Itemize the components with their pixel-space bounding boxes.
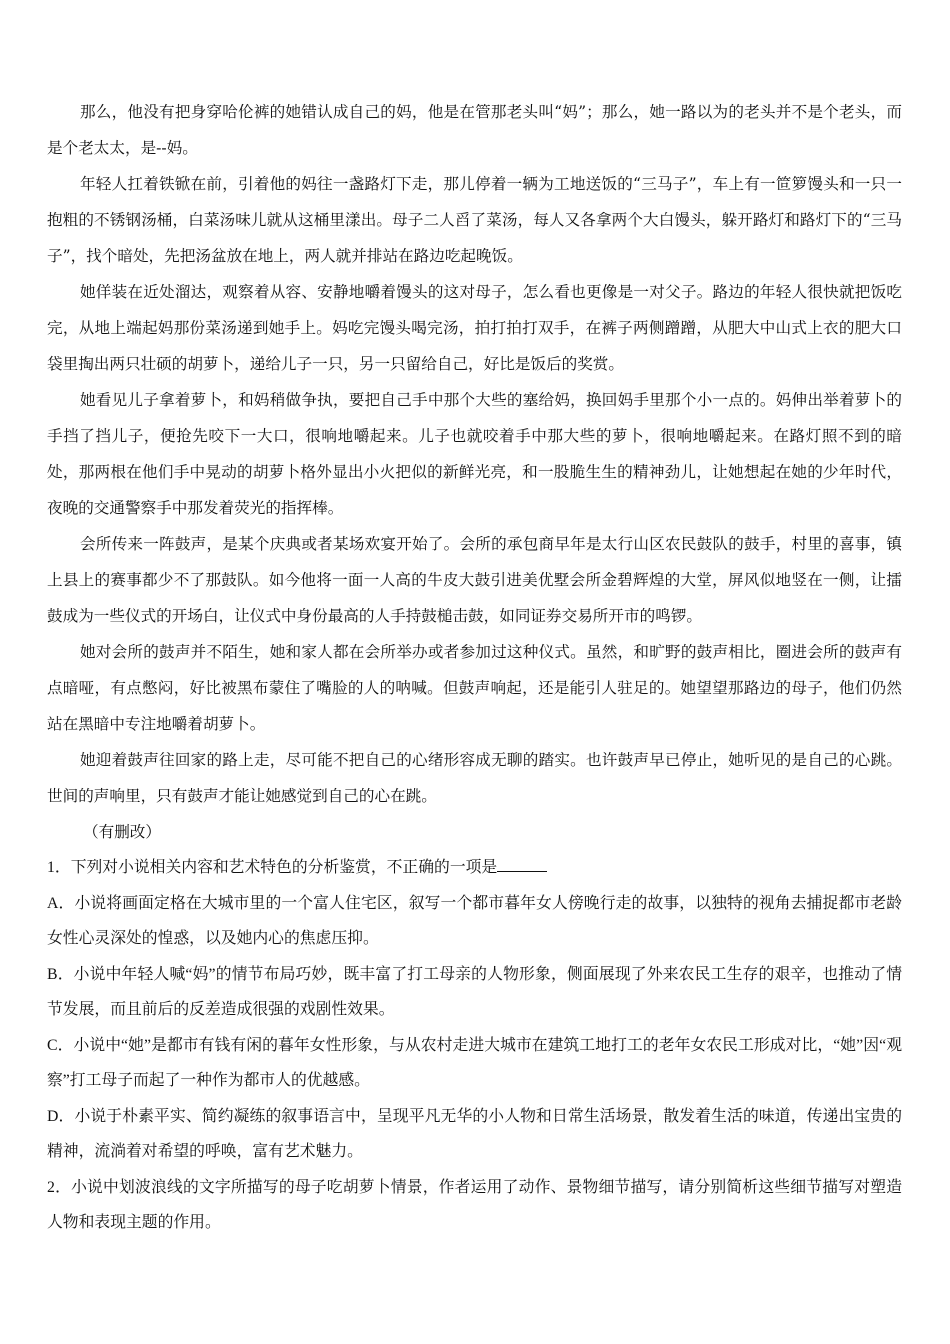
option-b: B．小说中年轻人喊“妈”的情节布局巧妙，既丰富了打工母亲的人物形象，侧面展现了外来农民工生存的艰辛，也推动了情节发展，而且前后的反差造成很强的戏剧性效果。 (47, 965, 902, 1018)
option-c: C．小说中“她”是都市有钱有闲的暮年女性形象，与从农村走进大城市在建筑工地打工的老年女农民工形成对比，“她”因“观察”打工母子而起了一种作为都市人的优越感。 (47, 1036, 902, 1089)
option-d: D．小说于朴素平实、简约凝练的叙事语言中，呈现平凡无华的小人物和日常生活场景，散发着生活的味道，传递出宝贵的精神，流淌着对希望的呼唤，富有艺术魅力。 (47, 1107, 902, 1160)
document-page (47, 94, 902, 1241)
edit-note: （有删改） (83, 823, 161, 841)
passage-paragraph: 那么，他没有把身穿哈伦裤的她错认成自己的妈，他是在管那老头叫“妈”；那么，她一路以为的老头并不是个老头，而是个老太太，是--妈。 (47, 103, 902, 157)
question-1 (47, 850, 902, 886)
passage-paragraph: 她佯装在近处溜达，观察着从容、安静地嚼着馒头的这对母子，怎么看也更像是一对父子。路边的年轻人很快就把饭吃完，从地上端起妈那份菜汤递到她手上。妈吃完馒头喝完汤，拍打拍打双手，在裤子两侧蹭蹭，从肥大中山式上衣的肥大口袋里掏出两只壮硕的胡萝卜，递给儿子一只，另一只留给自己，好比是饭后的奖赏。 (47, 283, 902, 373)
answer-blank (497, 857, 547, 872)
passage-paragraph: 年轻人扛着铁锨在前，引着他的妈往一盏路灯下走，那儿停着一辆为工地送饭的“三马子”，车上有一笸箩馒头和一只一抱粗的不锈钢汤桶，白菜汤味儿就从这桶里漾出。母子二人舀了菜汤，每人又各拿两个大白馒头，躲开路灯和路灯下的“三马子”，找个暗处，先把汤盆放在地上，两人就并排站在路边吃起晚饭。 (47, 175, 902, 265)
passage-paragraph: 她迎着鼓声往回家的路上走，尽可能不把自己的心绪形容成无聊的踏实。也许鼓声早已停止，她听见的是自己的心跳。世间的声响里，只有鼓声才能让她感觉到自己的心在跳。 (47, 751, 902, 805)
passage-paragraph: 她看见儿子拿着萝卜，和妈稍做争执，要把自己手中那个大些的塞给妈，换回妈手里那个小一点的。妈伸出举着萝卜的手挡了挡儿子，便抢先咬下一大口，很响地嚼起来。儿子也就咬着手中那大些的萝卜，很响地嚼起来。在路灯照不到的暗处，那两根在他们手中晃动的胡萝卜格外显出小火把似的新鲜光亮，和一股脆生生的精神劲儿，让她想起在她的少年时代，夜晚的交通警察手中那发着荧光的指挥棒。 (47, 391, 902, 517)
question-2: 2．小说中划波浪线的文字所描写的母子吃胡萝卜情景，作者运用了动作、景物细节描写，请分别简析这些细节描写对塑造人物和表现主题的作用。 (47, 1178, 902, 1231)
option-a: A．小说将画面定格在大城市里的一个富人住宅区，叙写一个都市暮年女人傍晚行走的故事，以独特的视角去捕捉都市老龄女性心灵深处的惶惑，以及她内心的焦虑压抑。 (47, 894, 902, 947)
passage-paragraph: 会所传来一阵鼓声，是某个庆典或者某场欢宴开始了。会所的承包商早年是太行山区农民鼓队的鼓手，村里的喜事，镇上县上的赛事都少不了那鼓队。如今他将一面一人高的牛皮大鼓引进美优墅会所金碧辉煌的大堂，屏风似地竖在一侧，让擂鼓成为一些仪式的开场白，让仪式中身份最高的人手持鼓槌击鼓，如同证券交易所开市的鸣锣。 (47, 535, 902, 625)
passage-paragraph: 她对会所的鼓声并不陌生，她和家人都在会所举办或者参加过这种仪式。虽然，和旷野的鼓声相比，圈进会所的鼓声有点暗哑，有点憋闷，好比被黑布蒙住了嘴脸的人的呐喊。但鼓声响起，还是能引人驻足的。她望望那路边的母子，他们仍然站在黑暗中专注地嚼着胡萝卜。 (47, 643, 902, 733)
question-1-stem: 1．下列对小说相关内容和艺术特色的分析鉴赏，不正确的一项是 (47, 859, 498, 876)
